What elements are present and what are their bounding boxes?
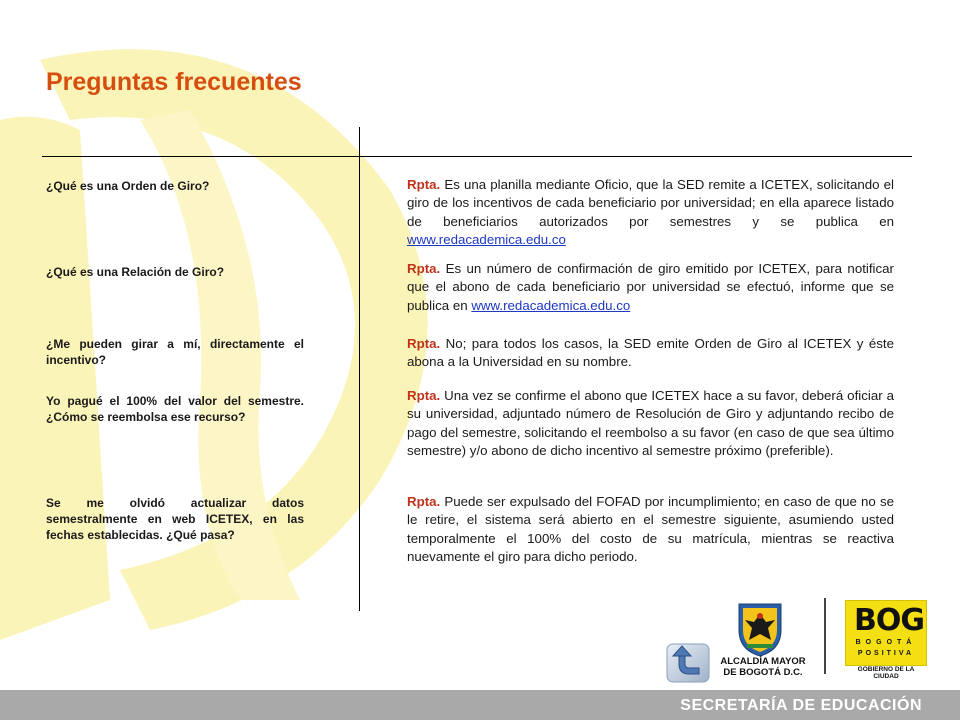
faq-question-5: Se me olvidó actualizar datos semestralmente en web ICETEX, en las fechas establecidas. ¿Qué pasa? — [46, 496, 304, 542]
alcaldia-line-2: DE BOGOTÁ D.C. — [723, 667, 803, 678]
faq-answer-3 — [407, 335, 894, 372]
faq-question-2: ¿Qué es una Relación de Giro? — [46, 265, 225, 279]
page-title: Preguntas frecuentes — [46, 68, 302, 96]
faq-answer-5 — [407, 493, 894, 567]
answer-text: Una vez se confirme el abono que ICETEX hace a su favor, deberá oficiar a su universidad, adjuntado número de Resolución de Giro y adjuntando recibo de pago del semestre, solicitando el reembolso a su favor (en caso de que sea último semestre) y/o abono de dicho incentivo al semestre próximo (preferible). — [407, 388, 894, 459]
table-header-divider — [42, 156, 912, 157]
faq-question-4: Yo pagué el 100% del valor del semestre. ¿Cómo se reembolsa ese recurso? — [46, 394, 304, 424]
answer-text: No; para todos los casos, la SED emite Orden de Giro al ICETEX y éste abona a la Universidad en su nombre. — [407, 336, 894, 370]
answer-lead: Rpta. — [407, 261, 441, 276]
alcaldia-line-1: ALCALDÍA MAYOR — [720, 656, 806, 667]
redacademica-link[interactable]: www.redacademica.edu.co — [407, 232, 566, 248]
answer-text: Es una planilla mediante Oficio, que la SED remite a ICETEX, solicitando el giro de los incentivos de cada beneficiario por universidad; en ella aparece listado de beneficiarios autorizados por semestres y se publica en — [407, 177, 894, 229]
return-arrow-icon[interactable] — [665, 642, 711, 684]
faq-answer-1 — [407, 176, 894, 250]
answer-lead: Rpta. — [407, 336, 441, 351]
alcaldia-caption — [718, 656, 808, 678]
bog-subtitle-1: BOGOTÁ — [855, 639, 917, 646]
bogota-shield-icon — [735, 600, 785, 658]
faq-answer-4 — [407, 387, 894, 461]
answer-text: Puede ser expulsado del FOFAD por incumplimiento; en caso de que no se le retire, el sistema será abierto en el semestre siguiente, asumiendo usted temporalmente el 100% del costo de su matrícula, mientras se reactiva nuevamente el giro para dicho periodo. — [407, 494, 894, 565]
bog-caption: GOBIERNO DE LA CIUDAD — [857, 666, 915, 680]
answer-lead: Rpta. — [407, 177, 441, 192]
faq-question-3: ¿Me pueden girar a mí, directamente el incentivo? — [46, 337, 304, 367]
bog-word: BOG — [854, 603, 924, 638]
bog-subtitle-2: POSITIVA — [857, 650, 915, 657]
answer-lead: Rpta. — [407, 494, 441, 509]
answer-lead: Rpta. — [407, 388, 441, 403]
logo-divider — [824, 598, 826, 674]
redacademica-link[interactable]: www.redacademica.edu.co — [471, 297, 631, 313]
bog-logo — [845, 600, 927, 666]
faq-answer-2 — [407, 260, 894, 315]
faq-question-1: ¿Qué es una Orden de Giro? — [46, 179, 210, 193]
footer-title: SECRETARÍA DE EDUCACIÓN — [680, 697, 922, 714]
answer-text: Es un número de confirmación de giro emitido por ICETEX, para notificar que el abono de cada beneficiario por universidad se efectuó, informe que se publica en — [407, 261, 894, 313]
table-column-divider — [359, 127, 360, 611]
